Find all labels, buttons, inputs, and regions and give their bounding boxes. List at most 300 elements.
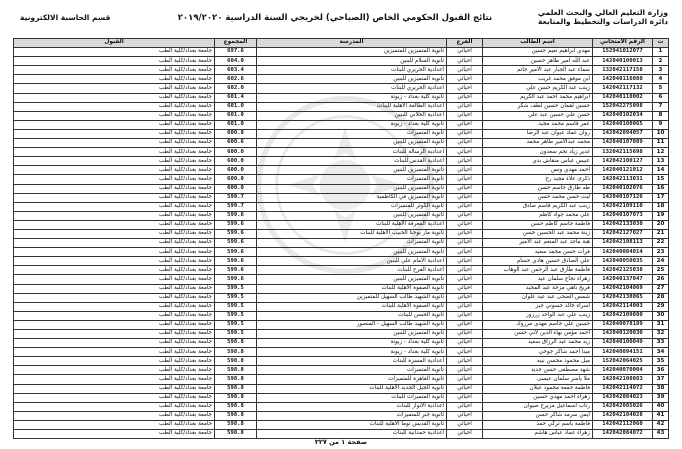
- row-seq: 28: [653, 293, 669, 302]
- school-name: اعدادية الخلاني للبنين: [257, 111, 447, 120]
- row-seq: 40: [653, 402, 669, 411]
- row-seq: 24: [653, 257, 669, 266]
- row-seq: 41: [653, 411, 669, 420]
- exam-number: 142042104069: [593, 284, 653, 293]
- branch: احيائي: [447, 320, 483, 329]
- admission: جامعة بغداد/كلية الطب: [14, 248, 215, 257]
- row-seq: 33: [653, 339, 669, 348]
- total-score: 599.5: [215, 311, 257, 320]
- school-name: ثانوية المتميزين للبنين: [257, 211, 447, 220]
- branch: احيائي: [447, 357, 483, 366]
- branch: احيائي: [447, 311, 483, 320]
- table-body: [14, 48, 669, 439]
- school-name: ثانوية المتميزات: [257, 366, 447, 375]
- table-header-row: [14, 39, 669, 48]
- branch: احيائي: [447, 211, 483, 220]
- student-name: مهدي ابراهيم نعيم حسين: [483, 48, 593, 57]
- admission: جامعة بغداد/كلية الطب: [14, 366, 215, 375]
- branch: احيائي: [447, 375, 483, 384]
- school-name: اعدادية الانوار للبنات: [257, 402, 447, 411]
- row-seq: 22: [653, 239, 669, 248]
- row-seq: 29: [653, 302, 669, 311]
- exam-number: 142042109110: [593, 202, 653, 211]
- branch: احيائي: [447, 75, 483, 84]
- branch: احيائي: [447, 129, 483, 138]
- total-score: 600.8: [215, 129, 257, 138]
- student-name: سماء عبد الجبار عبد الامير حاتم: [483, 66, 593, 75]
- branch: احيائي: [447, 330, 483, 339]
- table-row: [14, 193, 669, 202]
- admission: جامعة بغداد/كلية الطب: [14, 84, 215, 93]
- school-name: ثانوية جبر للمتميزات: [257, 411, 447, 420]
- school-name: ثانوية كلية بغداد - زيونة: [257, 339, 447, 348]
- student-name: حسين علي جاسم مهدي مرزوك: [483, 320, 593, 329]
- school-name: اعدادية القدس للبنات: [257, 157, 447, 166]
- student-name: حسن علي حسين عبد علي: [483, 111, 593, 120]
- branch: احيائي: [447, 366, 483, 375]
- total-score: 599.6: [215, 248, 257, 257]
- col-header-branch: الفرع: [447, 39, 483, 48]
- table-row: [14, 311, 669, 320]
- row-seq: 25: [653, 266, 669, 275]
- total-score: 598.8: [215, 339, 257, 348]
- exam-number: 142042127027: [593, 229, 653, 238]
- admission: جامعة بغداد/كلية الطب: [14, 239, 215, 248]
- branch: احيائي: [447, 248, 483, 257]
- school-name: اعدادية المسرة للبنات: [257, 357, 447, 366]
- row-seq: 6: [653, 93, 669, 102]
- admission: جامعة بغداد/كلية الطب: [14, 157, 215, 166]
- admission: جامعة بغداد/كلية الطب: [14, 402, 215, 411]
- total-score: 598.8: [215, 393, 257, 402]
- student-name: روان عماد عبوان عبد الرضا: [483, 129, 593, 138]
- student-name: علي الصادق حسين هادي حسام: [483, 257, 593, 266]
- table-row: [14, 157, 669, 166]
- school-name: ثانوية الصفوة الاهلية للبنات: [257, 302, 447, 311]
- exam-number: 142040107089: [593, 139, 653, 148]
- school-name: ثانوية الحسن للبنات: [257, 311, 447, 320]
- exam-number: 142040107073: [593, 211, 653, 220]
- exam-number: 142042138065: [593, 293, 653, 302]
- total-score: 697.6: [215, 48, 257, 57]
- exam-number: 142040120030: [593, 330, 653, 339]
- admission: جامعة بغداد/كلية الطب: [14, 93, 215, 102]
- exam-number: 142042108113: [593, 239, 653, 248]
- total-score: 599.5: [215, 284, 257, 293]
- page-header: [0, 4, 682, 34]
- table-row: [14, 48, 669, 57]
- table-row: [14, 357, 669, 366]
- table-row: [14, 275, 669, 284]
- branch: احيائي: [447, 111, 483, 120]
- school-name: ثانوية المتميزين للبنين: [257, 330, 447, 339]
- total-score: 601.4: [215, 93, 257, 102]
- row-seq: 2: [653, 57, 669, 66]
- student-name: مينا احمد شاكر جوحي: [483, 348, 593, 357]
- exam-number: 142042117132: [593, 84, 653, 93]
- col-header-admission: القبول: [14, 39, 215, 48]
- table-row: [14, 93, 669, 102]
- student-name: فريح ناهي مزحة عبد المجيد: [483, 284, 593, 293]
- exam-number: 142042084072: [593, 430, 653, 439]
- table-row: [14, 266, 669, 275]
- school-name: ثانوية مار يوحنا الحبيب الاهلية للبنات: [257, 229, 447, 238]
- exam-number: 142042100127: [593, 157, 653, 166]
- branch: احيائي: [447, 120, 483, 129]
- ministry-block: [538, 8, 668, 26]
- total-score: 598.8: [215, 384, 257, 393]
- school-name: ثانوية كلية بغداد - زيونة: [257, 93, 447, 102]
- student-name: زهراء احمد مهدي حسين: [483, 393, 593, 402]
- school-name: ثانوية الشهيد طالب السهيل للمتميزين: [257, 293, 447, 302]
- table-row: [14, 139, 669, 148]
- total-score: 598.8: [215, 411, 257, 420]
- total-score: 599.5: [215, 293, 257, 302]
- branch: احيائي: [447, 393, 483, 402]
- exam-number: 142042094057: [593, 129, 653, 138]
- exam-number: 142040070004: [593, 366, 653, 375]
- admission: جامعة بغداد/كلية الطب: [14, 302, 215, 311]
- table-row: [14, 175, 669, 184]
- branch: احيائي: [447, 430, 483, 439]
- col-header-total: المجموع: [215, 39, 257, 48]
- exam-number: 142042125038: [593, 266, 653, 275]
- exam-number: 132042117158: [593, 66, 653, 75]
- branch: احيائي: [447, 284, 483, 293]
- total-score: 598.8: [215, 420, 257, 429]
- school-name: ثانوية الصفوة الاهلية للبنات: [257, 284, 447, 293]
- school-name: ثانوية المتميزين للبنين: [257, 248, 447, 257]
- admission: جامعة بغداد/كلية الطب: [14, 311, 215, 320]
- table-row: [14, 420, 669, 429]
- table-row: [14, 211, 669, 220]
- branch: احيائي: [447, 348, 483, 357]
- branch: احيائي: [447, 293, 483, 302]
- exam-number: 142040100065: [593, 120, 653, 129]
- branch: احيائي: [447, 184, 483, 193]
- table-row: [14, 229, 669, 238]
- row-seq: 21: [653, 229, 669, 238]
- branch: احيائي: [447, 175, 483, 184]
- admission: جامعة بغداد/كلية الطب: [14, 48, 215, 57]
- exam-number: 142042100083: [593, 375, 653, 384]
- branch: احيائي: [447, 66, 483, 75]
- total-score: 599.7: [215, 193, 257, 202]
- branch: احيائي: [447, 229, 483, 238]
- exam-number: 142040121012: [593, 166, 653, 175]
- admission: جامعة بغداد/كلية الطب: [14, 375, 215, 384]
- admission: جامعة بغداد/كلية الطب: [14, 66, 215, 75]
- school-name: ثانوية المتميزات للبنات: [257, 393, 447, 402]
- admission: جامعة بغداد/كلية الطب: [14, 166, 215, 175]
- branch: احيائي: [447, 148, 483, 157]
- admission: جامعة بغداد/كلية الطب: [14, 339, 215, 348]
- admission: جامعة بغداد/كلية الطب: [14, 330, 215, 339]
- admission: جامعة بغداد/كلية الطب: [14, 75, 215, 84]
- school-name: ثانوية كلية بغداد - زيونة: [257, 348, 447, 357]
- exam-number: 142040110002: [593, 93, 653, 102]
- admission: جامعة بغداد/كلية الطب: [14, 102, 215, 111]
- branch: احيائي: [447, 93, 483, 102]
- school-name: ثانوية الجيل الجديد الاهلية للبنات: [257, 384, 447, 393]
- table-row: [14, 366, 669, 375]
- branch: احيائي: [447, 157, 483, 166]
- table-row: [14, 202, 669, 211]
- total-score: 598.8: [215, 357, 257, 366]
- school-name: ثانوية كلية بغداد - زيونة: [257, 120, 447, 129]
- student-name: ايمن سرمد شاكر حسن: [483, 411, 593, 420]
- exam-number: 142040078189: [593, 320, 653, 329]
- admission: جامعة بغداد/كلية الطب: [14, 357, 215, 366]
- row-seq: 8: [653, 111, 669, 120]
- page-number: صفحة ١ من ٣٢٧: [314, 438, 368, 446]
- table-row: [14, 75, 669, 84]
- school-name: ثانوية المتميزات: [257, 175, 447, 184]
- total-score: 600.6: [215, 139, 257, 148]
- exam-number: 142040100049: [593, 339, 653, 348]
- admission: جامعة بغداد/كلية الطب: [14, 393, 215, 402]
- school-name: اعدادية الرسالة للبنات: [257, 148, 447, 157]
- student-name: رتاب اسماعيل مزيرح صيوان: [483, 402, 593, 411]
- table-row: [14, 339, 669, 348]
- admission: جامعة بغداد/كلية الطب: [14, 129, 215, 138]
- table-row: [14, 402, 669, 411]
- table-row: [14, 166, 669, 175]
- student-name: زينب عبد الكريم حسن علي: [483, 84, 593, 93]
- admission: جامعة بغداد/كلية الطب: [14, 411, 215, 420]
- branch: احيائي: [447, 193, 483, 202]
- student-name: فاطمة باسم تركي حمد: [483, 420, 593, 429]
- section-name: قسم الحاسبة الالكترونية: [20, 13, 111, 22]
- row-seq: 39: [653, 393, 669, 402]
- row-seq: 9: [653, 120, 669, 129]
- total-score: 601.0: [215, 111, 257, 120]
- student-name: اسراء خالد حسوني جبر: [483, 302, 593, 311]
- admission: جامعة بغداد/كلية الطب: [14, 229, 215, 238]
- col-header-student-name: اسم الطالب: [483, 39, 593, 48]
- table-row: [14, 102, 669, 111]
- row-seq: 35: [653, 357, 669, 366]
- total-score: 603.4: [215, 66, 257, 75]
- admission: جامعة بغداد/كلية الطب: [14, 348, 215, 357]
- branch: احيائي: [447, 339, 483, 348]
- table-row: [14, 393, 669, 402]
- school-name: اعدادية المعرفة الاهلية للبنات: [257, 220, 447, 229]
- student-name: عبد الله امير طاهر حسين: [483, 57, 593, 66]
- row-seq: 27: [653, 284, 669, 293]
- exam-number: 142042113031: [593, 175, 653, 184]
- exam-number: 142040107126: [593, 193, 653, 202]
- admission: جامعة بغداد/كلية الطب: [14, 184, 215, 193]
- exam-number: 142040050035: [593, 257, 653, 266]
- exam-number: 142042112060: [593, 420, 653, 429]
- table-row: [14, 148, 669, 157]
- exam-number: 142042084023: [593, 393, 653, 402]
- student-name: زهراء عماد عباس هاشم: [483, 430, 593, 439]
- table-row: [14, 302, 669, 311]
- branch: احيائي: [447, 411, 483, 420]
- total-score: 600.0: [215, 184, 257, 193]
- col-header-school: المدرسة: [257, 39, 447, 48]
- table-row: [14, 66, 669, 75]
- row-seq: 26: [653, 275, 669, 284]
- total-score: 602.6: [215, 75, 257, 84]
- total-score: 599.5: [215, 320, 257, 329]
- admission: جامعة بغداد/كلية الطب: [14, 430, 215, 439]
- row-seq: 30: [653, 311, 669, 320]
- branch: احيائي: [447, 384, 483, 393]
- table-row: [14, 257, 669, 266]
- total-score: 599.6: [215, 257, 257, 266]
- total-score: 599.6: [215, 275, 257, 284]
- table-row: [14, 248, 669, 257]
- total-score: 598.8: [215, 348, 257, 357]
- row-seq: 14: [653, 166, 669, 175]
- branch: احيائي: [447, 202, 483, 211]
- row-seq: 5: [653, 84, 669, 93]
- table-row: [14, 330, 669, 339]
- student-name: فاطمة جاسم كاظم حسن: [483, 220, 593, 229]
- student-name: علي محمد جواد كاظم: [483, 211, 593, 220]
- student-name: احمد مؤمن بهاء الدين لاني حسن: [483, 330, 593, 339]
- table-row: [14, 57, 669, 66]
- student-name: زينة محمد عبد الحسين حسن: [483, 229, 593, 238]
- branch: احيائي: [447, 220, 483, 229]
- school-name: ثانوية المتميزين للبنين: [257, 275, 447, 284]
- admission: جامعة بغداد/كلية الطب: [14, 120, 215, 129]
- table-row: [14, 120, 669, 129]
- admission: جامعة بغداد/كلية الطب: [14, 293, 215, 302]
- row-seq: 36: [653, 366, 669, 375]
- school-name: ثانوية المتميزات: [257, 239, 447, 248]
- exam-number: 142042104028: [593, 411, 653, 420]
- branch: احيائي: [447, 257, 483, 266]
- school-name: اعدادية الحريري للبنات: [257, 66, 447, 75]
- table-row: [14, 320, 669, 329]
- admission: جامعة بغداد/كلية الطب: [14, 175, 215, 184]
- total-score: 598.8: [215, 402, 257, 411]
- student-name: ابن موفق محمد غريب: [483, 75, 593, 84]
- exam-number: 142040116080: [593, 75, 653, 84]
- admission: جامعة بغداد/كلية الطب: [14, 320, 215, 329]
- total-score: 601.0: [215, 120, 257, 129]
- total-score: 600.0: [215, 148, 257, 157]
- admission: جامعة بغداد/كلية الطب: [14, 257, 215, 266]
- table-row: [14, 375, 669, 384]
- school-name: ثانوية القديس توما الاهلية للبنات: [257, 420, 447, 429]
- student-name: زهراء نجاح سلمان عيد: [483, 275, 593, 284]
- student-name: احمد مهدي ونس: [483, 166, 593, 175]
- total-score: 604.0: [215, 57, 257, 66]
- row-seq: 37: [653, 375, 669, 384]
- student-name: ليث حسن محمد حسن: [483, 193, 593, 202]
- row-seq: 42: [653, 420, 669, 429]
- exam-number: 142040102076: [593, 184, 653, 193]
- branch: احيائي: [447, 57, 483, 66]
- exam-number: 152042275098: [593, 102, 653, 111]
- total-score: 599.5: [215, 302, 257, 311]
- student-name: زيد محمد عبد الرزاق سعيد: [483, 339, 593, 348]
- branch: احيائي: [447, 139, 483, 148]
- exam-number: 152042064025: [593, 357, 653, 366]
- branch: احيائي: [447, 102, 483, 111]
- table-row: [14, 293, 669, 302]
- student-name: طه طارق جاسم حسن: [483, 184, 593, 193]
- department-name: دائرة الدراسات والتخطيط والمتابعة: [538, 17, 668, 26]
- exam-number: 142042133030: [593, 220, 653, 229]
- exam-number: 132042115698: [593, 148, 653, 157]
- branch: احيائي: [447, 266, 483, 275]
- total-score: 599.6: [215, 229, 257, 238]
- school-name: اعدادية الفرح للبنات: [257, 266, 447, 275]
- row-seq: 32: [653, 330, 669, 339]
- ministry-name: وزارة التعليم العالي والبحث العلمي: [537, 8, 668, 17]
- table-row: [14, 129, 669, 138]
- row-seq: 23: [653, 248, 669, 257]
- exam-number: 142040102034: [593, 111, 653, 120]
- student-name: زينب علي عبد الواحد زرزور: [483, 311, 593, 320]
- row-seq: 38: [653, 384, 669, 393]
- table-row: [14, 220, 669, 229]
- col-header-seq: ت: [653, 39, 669, 48]
- row-seq: 7: [653, 102, 669, 111]
- student-name: ابراهيم محمد احمد عبد الكريم: [483, 93, 593, 102]
- branch: احيائي: [447, 166, 483, 175]
- total-score: 599.6: [215, 266, 257, 275]
- student-name: فاطمة طارق عبد الرحمن عبد الوهاب: [483, 266, 593, 275]
- total-score: 598.8: [215, 375, 257, 384]
- exam-number: 142040137047: [593, 275, 653, 284]
- student-name: ذكرى علاء مجيد رج: [483, 175, 593, 184]
- admission: جامعة بغداد/كلية الطب: [14, 266, 215, 275]
- admission: جامعة بغداد/كلية الطب: [14, 202, 215, 211]
- school-name: ثانوية المتميزين للبنين: [257, 139, 447, 148]
- admission: جامعة بغداد/كلية الطب: [14, 284, 215, 293]
- total-score: 602.0: [215, 84, 257, 93]
- student-name: عمر قاسم محمد مجيد: [483, 120, 593, 129]
- total-score: 599.6: [215, 220, 257, 229]
- table-row: [14, 284, 669, 293]
- admission: جامعة بغداد/كلية الطب: [14, 148, 215, 157]
- total-score: 598.8: [215, 430, 257, 439]
- exam-number: 142040094151: [593, 348, 653, 357]
- total-score: 599.7: [215, 202, 257, 211]
- branch: احيائي: [447, 84, 483, 93]
- branch: احيائي: [447, 48, 483, 57]
- total-score: 598.8: [215, 366, 257, 375]
- table-row: [14, 348, 669, 357]
- school-name: ثانوية المتميزين للبنين: [257, 184, 447, 193]
- school-name: ثانوية المتميزين للبنين: [257, 75, 447, 84]
- student-name: ميل محمود محسن نيبه: [483, 357, 593, 366]
- school-name: اعدادية حمدانية للبنات: [257, 430, 447, 439]
- school-name: ثانوية السلام للبنين: [257, 57, 447, 66]
- school-name: اعدادية الامام علي للبنين: [257, 257, 447, 266]
- branch: احيائي: [447, 302, 483, 311]
- branch: احيائي: [447, 239, 483, 248]
- row-seq: 12: [653, 148, 669, 157]
- exam-number: 142042114072: [593, 384, 653, 393]
- total-score: 599.5: [215, 330, 257, 339]
- admission: جامعة بغداد/كلية الطب: [14, 384, 215, 393]
- row-seq: 34: [653, 348, 669, 357]
- school-name: اعدادية الطالعة الاهلية للبنات: [257, 102, 447, 111]
- row-seq: 43: [653, 430, 669, 439]
- table-row: [14, 111, 669, 120]
- admission: جامعة بغداد/كلية الطب: [14, 420, 215, 429]
- school-name: ثانوية القاهرة للمتميزات: [257, 375, 447, 384]
- row-seq: 16: [653, 184, 669, 193]
